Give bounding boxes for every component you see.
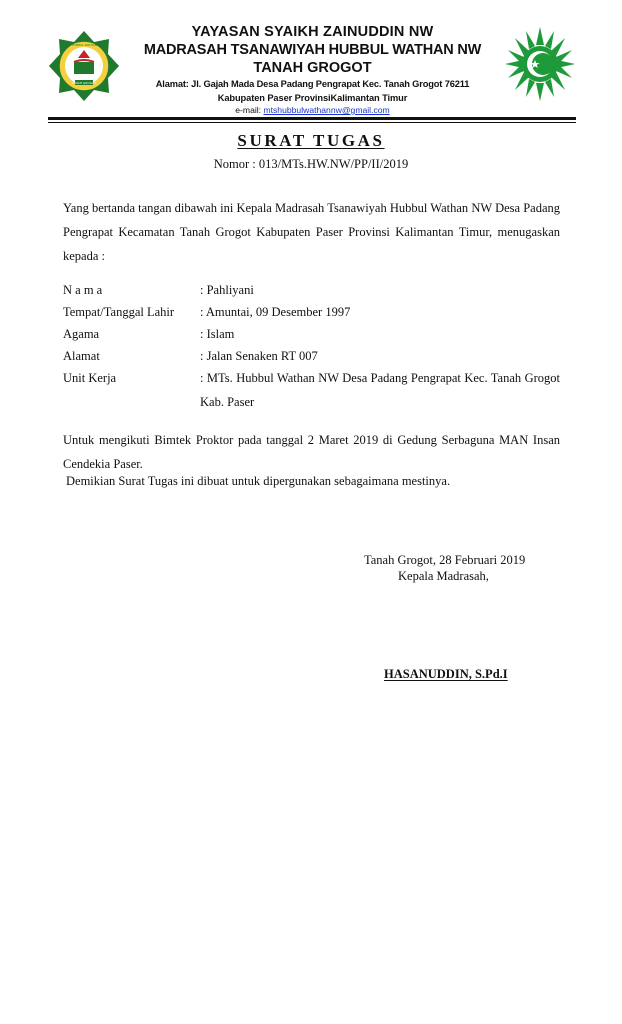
field-value: : Jalan Senaken RT 007: [200, 349, 318, 363]
foundation-name: YAYASAN SYAIKH ZAINUDDIN NW: [191, 24, 434, 40]
field-label: N a m a: [63, 283, 103, 297]
email-link[interactable]: mtshubbulwathannw@gmail.com: [263, 105, 390, 115]
intro-paragraph: Yang bertanda tangan dibawah ini Kepala Madrasah Tsanawiyah Hubbul Wathan NW Desa Padang Pengrapat Kecamatan Tanah Grogot Kabupaten Paser Provinsi Kalimantan Timur, menugaskan kepada :: [63, 201, 560, 263]
school-email-line: [120, 105, 505, 115]
field-label: Unit Kerja: [63, 371, 117, 385]
field-value: : Pahliyani: [200, 283, 254, 297]
email-label: e-mail:: [235, 105, 262, 115]
signature-place-date: Tanah Grogot, 28 Februari 2019: [364, 553, 526, 567]
field-label: Alamat: [63, 349, 100, 363]
school-logo-icon: [48, 30, 120, 102]
closing-paragraph: Demikian Surat Tugas ini dibuat untuk dipergunakan sebagaimana mestinya.: [66, 474, 451, 488]
document-title-text: SURAT TUGAS: [237, 131, 385, 150]
purpose-paragraph: Untuk mengikuti Bimtek Proktor pada tanggal 2 Maret 2019 di Gedung Serbaguna MAN Insan Cendekia Paser.: [63, 433, 560, 471]
signature-role: Kepala Madrasah,: [398, 569, 489, 583]
letterhead-divider-thick: [48, 117, 576, 120]
logo-text-bottom: TANAH GROGOT: [71, 81, 97, 85]
field-value: : Islam: [200, 327, 235, 341]
letterhead-divider-thin: [48, 122, 576, 123]
signature-name: HASANUDDIN, S.Pd.I: [384, 667, 508, 681]
field-label: Tempat/Tanggal Lahir: [63, 305, 175, 319]
document-title: [0, 131, 622, 151]
organization-emblem-icon: [505, 27, 575, 101]
school-name: MADRASAH TSANAWIYAH HUBBUL WATHAN NW: [143, 42, 482, 58]
field-value: : MTs. Hubbul Wathan NW Desa Padang Pengrapat Kec. Tanah Grogot Kab. Paser: [200, 371, 560, 409]
document-number: Nomor : 013/MTs.HW.NW/PP/II/2019: [213, 157, 409, 171]
school-address: Alamat: Jl. Gajah Mada Desa Padang Pengrapat Kec. Tanah Grogot 76211: [155, 79, 470, 89]
field-value: : Amuntai, 09 Desember 1997: [200, 305, 351, 319]
school-regency: Kabupaten Paser ProvinsiKalimantan Timur: [217, 93, 408, 103]
school-city: TANAH GROGOT: [253, 60, 372, 76]
logo-text-top: MTs. HUBBUL WATHAN NW: [65, 43, 103, 47]
field-label: Agama: [63, 327, 100, 341]
